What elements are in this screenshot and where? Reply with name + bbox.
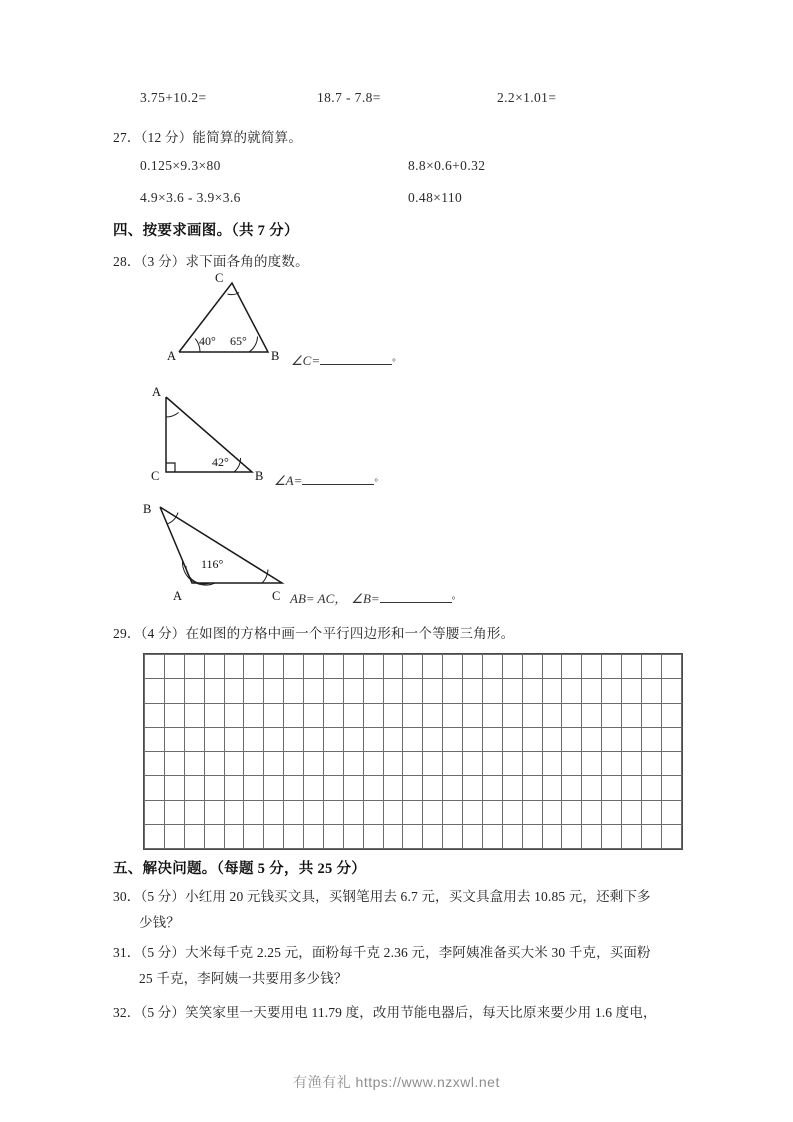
grid-cell[interactable] <box>602 655 622 679</box>
grid-cell[interactable] <box>145 824 165 848</box>
grid-cell[interactable] <box>343 679 363 703</box>
grid-row <box>145 679 682 703</box>
grid-cell[interactable] <box>602 800 622 824</box>
grid-cell[interactable] <box>403 727 423 751</box>
grid-cell[interactable] <box>423 752 443 776</box>
top-exercise-1: 3.75+10.2= <box>140 90 207 105</box>
grid-cell[interactable] <box>562 824 582 848</box>
grid-cell[interactable] <box>582 679 602 703</box>
grid-cell[interactable] <box>204 679 224 703</box>
grid-cell[interactable] <box>602 752 622 776</box>
grid-cell[interactable] <box>244 776 264 800</box>
grid-cell[interactable] <box>363 679 383 703</box>
grid-cell[interactable] <box>244 703 264 727</box>
grid-cell[interactable] <box>284 776 304 800</box>
grid-cell[interactable] <box>443 679 463 703</box>
grid-cell[interactable] <box>522 776 542 800</box>
grid-cell[interactable] <box>622 655 642 679</box>
grid-cell[interactable] <box>184 655 204 679</box>
grid-cell[interactable] <box>264 776 284 800</box>
grid-cell[interactable] <box>224 727 244 751</box>
grid-cell[interactable] <box>463 824 483 848</box>
grid-cell[interactable] <box>423 679 443 703</box>
grid-cell[interactable] <box>502 703 522 727</box>
grid-cell[interactable] <box>562 727 582 751</box>
grid-cell[interactable] <box>582 703 602 727</box>
grid-cell[interactable] <box>502 824 522 848</box>
grid-cell[interactable] <box>363 800 383 824</box>
question-31-line-1: 31．（5 分）大米每千克 2.25 元，面粉每千克 2.36 元，李阿姨准备买大米 30 千克，买面粉 <box>113 945 651 960</box>
grid-cell[interactable] <box>661 655 681 679</box>
grid-cell[interactable] <box>443 824 463 848</box>
footer-watermark: 有渔有礼 https://www.nzxwl.net <box>293 1074 500 1090</box>
grid-cell[interactable] <box>164 824 184 848</box>
top-exercise-3: 2.2×1.01= <box>497 90 557 105</box>
grid-cell[interactable] <box>244 800 264 824</box>
grid-cell[interactable] <box>363 727 383 751</box>
grid-cell[interactable] <box>304 752 324 776</box>
grid-cell[interactable] <box>622 752 642 776</box>
grid-cell[interactable] <box>145 679 165 703</box>
triangle3-label-A: A <box>173 589 183 603</box>
question-32-line-1: 32．（5 分）笑笑家里一天要用电 11.79 度，改用节能电器后，每天比原来要少用 1.6 度电， <box>113 1005 657 1020</box>
grid-table[interactable] <box>144 654 682 849</box>
grid-cell[interactable] <box>204 752 224 776</box>
grid-cell[interactable] <box>244 655 264 679</box>
question-30-line-2: 少钱？ <box>139 915 180 930</box>
q27-item-1: 0.125×9.3×80 <box>140 158 221 173</box>
grid-cell[interactable] <box>323 776 343 800</box>
question-28-heading: 28．（3 分）求下面各角的度数。 <box>113 254 309 269</box>
triangle3-answer-unit: ° <box>451 595 456 605</box>
grid-cell[interactable] <box>323 800 343 824</box>
grid-cell[interactable] <box>661 752 681 776</box>
grid-cell[interactable] <box>264 679 284 703</box>
triangle2-answer-prompt: ∠A= <box>274 473 303 488</box>
grid-cell[interactable] <box>542 703 562 727</box>
grid-cell[interactable] <box>184 776 204 800</box>
section-five-heading: 五、解决问题。（每题 5 分，共 25 分） <box>113 861 367 877</box>
question-31 <box>113 940 713 992</box>
grid-cell[interactable] <box>542 752 562 776</box>
grid-cell[interactable] <box>443 800 463 824</box>
grid-cell[interactable] <box>522 703 542 727</box>
grid-cell[interactable] <box>622 824 642 848</box>
grid-cell[interactable] <box>184 752 204 776</box>
grid-cell[interactable] <box>641 800 661 824</box>
grid-cell[interactable] <box>522 655 542 679</box>
grid-cell[interactable] <box>264 703 284 727</box>
grid-cell[interactable] <box>582 655 602 679</box>
grid-cell[interactable] <box>145 727 165 751</box>
grid-cell[interactable] <box>204 655 224 679</box>
grid-cell[interactable] <box>403 776 423 800</box>
grid-cell[interactable] <box>145 800 165 824</box>
grid-cell[interactable] <box>304 800 324 824</box>
grid-cell[interactable] <box>403 679 423 703</box>
grid-cell[interactable] <box>582 776 602 800</box>
grid-cell[interactable] <box>602 776 622 800</box>
question-32 <box>113 1000 733 1026</box>
triangle1-label-B: B <box>271 349 280 363</box>
grid-cell[interactable] <box>403 824 423 848</box>
grid-cell[interactable] <box>363 703 383 727</box>
triangle3-answer-row <box>290 588 455 608</box>
triangle2-label-B: B <box>255 469 264 483</box>
grid-cell[interactable] <box>224 703 244 727</box>
grid-cell[interactable] <box>383 703 403 727</box>
grid-cell[interactable] <box>641 727 661 751</box>
grid-cell[interactable] <box>522 800 542 824</box>
grid-cell[interactable] <box>403 752 423 776</box>
grid-cell[interactable] <box>403 703 423 727</box>
q27-item-3: 4.9×3.6 - 3.9×3.6 <box>140 190 241 205</box>
grid-row <box>145 776 682 800</box>
question-27-heading: 27．（12 分）能简算的就简算。 <box>113 130 303 145</box>
grid-cell[interactable] <box>562 655 582 679</box>
grid-cell[interactable] <box>164 655 184 679</box>
grid-cell[interactable] <box>443 727 463 751</box>
question-30-line-1: 30．（5 分）小红用 20 元钱买文具，买钢笔用去 6.7 元，买文具盒用去 10.85 元，还剩下多 <box>113 889 651 904</box>
grid-cell[interactable] <box>164 752 184 776</box>
grid-cell[interactable] <box>403 800 423 824</box>
grid-cell[interactable] <box>383 727 403 751</box>
triangle3-answer-prompt: ∠B= <box>351 591 380 606</box>
grid-cell[interactable] <box>542 800 562 824</box>
grid-cell[interactable] <box>323 752 343 776</box>
grid-cell[interactable] <box>323 679 343 703</box>
grid-cell[interactable] <box>641 679 661 703</box>
triangle2-label-A: A <box>152 385 162 399</box>
grid-cell[interactable] <box>522 679 542 703</box>
grid-cell[interactable] <box>423 727 443 751</box>
grid-cell[interactable] <box>343 824 363 848</box>
grid-cell[interactable] <box>463 752 483 776</box>
grid-cell[interactable] <box>304 776 324 800</box>
grid-cell[interactable] <box>343 727 363 751</box>
section-four-heading: 四、按要求画图。（共 7 分） <box>113 223 299 239</box>
grid-cell[interactable] <box>502 800 522 824</box>
grid-cell[interactable] <box>661 703 681 727</box>
grid-cell[interactable] <box>204 824 224 848</box>
grid-cell[interactable] <box>423 776 443 800</box>
grid-cell[interactable] <box>264 824 284 848</box>
grid-cell[interactable] <box>145 703 165 727</box>
grid-cell[interactable] <box>542 679 562 703</box>
grid-cell[interactable] <box>502 727 522 751</box>
grid-cell[interactable] <box>423 655 443 679</box>
triangle1-answer-prompt: ∠C= <box>291 353 321 368</box>
grid-cell[interactable] <box>284 679 304 703</box>
grid-row <box>145 752 682 776</box>
grid-cell[interactable] <box>622 703 642 727</box>
grid-cell[interactable] <box>343 752 363 776</box>
grid-cell[interactable] <box>343 800 363 824</box>
grid-cell[interactable] <box>443 703 463 727</box>
grid-cell[interactable] <box>343 655 363 679</box>
triangle1-angle-B-value: 65° <box>230 334 247 348</box>
grid-cell[interactable] <box>204 776 224 800</box>
grid-cell[interactable] <box>145 776 165 800</box>
grid-cell[interactable] <box>224 800 244 824</box>
grid-cell[interactable] <box>641 655 661 679</box>
grid-cell[interactable] <box>383 752 403 776</box>
q27-item-4: 0.48×110 <box>408 190 463 205</box>
grid-cell[interactable] <box>482 679 502 703</box>
triangle3-label-B: B <box>143 502 152 516</box>
grid-cell[interactable] <box>164 703 184 727</box>
grid-cell[interactable] <box>323 655 343 679</box>
grid-cell[interactable] <box>224 679 244 703</box>
grid-cell[interactable] <box>661 679 681 703</box>
grid-cell[interactable] <box>145 752 165 776</box>
grid-cell[interactable] <box>602 727 622 751</box>
triangle3-angle-A-value: 116° <box>201 557 224 571</box>
grid-cell[interactable] <box>145 655 165 679</box>
grid-cell[interactable] <box>641 703 661 727</box>
grid-cell[interactable] <box>264 752 284 776</box>
grid-cell[interactable] <box>184 824 204 848</box>
grid-cell[interactable] <box>463 703 483 727</box>
grid-cell[interactable] <box>562 776 582 800</box>
grid-cell[interactable] <box>184 800 204 824</box>
grid-cell[interactable] <box>264 727 284 751</box>
grid-cell[interactable] <box>482 655 502 679</box>
grid-cell[interactable] <box>284 727 304 751</box>
grid-cell[interactable] <box>264 800 284 824</box>
grid-cell[interactable] <box>542 655 562 679</box>
grid-cell[interactable] <box>204 703 224 727</box>
grid-row <box>145 703 682 727</box>
triangle3-given-condition: AB= AC， <box>290 591 348 606</box>
grid-cell[interactable] <box>244 824 264 848</box>
grid-row <box>145 824 682 848</box>
grid-cell[interactable] <box>284 703 304 727</box>
triangle2-angle-B-value: 42° <box>212 455 229 469</box>
triangle1-label-A: A <box>167 349 177 363</box>
grid-cell[interactable] <box>562 679 582 703</box>
grid-cell[interactable] <box>224 776 244 800</box>
grid-cell[interactable] <box>383 679 403 703</box>
grid-cell[interactable] <box>622 727 642 751</box>
grid-cell[interactable] <box>383 800 403 824</box>
grid-cell[interactable] <box>522 752 542 776</box>
grid-cell[interactable] <box>343 776 363 800</box>
grid-cell[interactable] <box>363 655 383 679</box>
grid-cell[interactable] <box>184 727 204 751</box>
grid-cell[interactable] <box>482 703 502 727</box>
grid-cell[interactable] <box>641 824 661 848</box>
grid-cell[interactable] <box>463 727 483 751</box>
grid-cell[interactable] <box>383 824 403 848</box>
grid-cell[interactable] <box>522 727 542 751</box>
grid-cell[interactable] <box>204 727 224 751</box>
grid-cell[interactable] <box>343 703 363 727</box>
grid-row <box>145 800 682 824</box>
grid-cell[interactable] <box>244 752 264 776</box>
grid-cell[interactable] <box>582 752 602 776</box>
triangle3-answer-blank[interactable] <box>380 590 452 603</box>
grid-cell[interactable] <box>661 800 681 824</box>
grid-cell[interactable] <box>403 655 423 679</box>
grid-cell[interactable] <box>661 824 681 848</box>
grid-cell[interactable] <box>482 824 502 848</box>
grid-cell[interactable] <box>304 655 324 679</box>
grid-cell[interactable] <box>661 727 681 751</box>
grid-cell[interactable] <box>463 655 483 679</box>
grid-cell[interactable] <box>502 679 522 703</box>
grid-cell[interactable] <box>443 655 463 679</box>
grid-cell[interactable] <box>244 679 264 703</box>
grid-cell[interactable] <box>582 824 602 848</box>
grid-cell[interactable] <box>363 776 383 800</box>
grid-cell[interactable] <box>562 752 582 776</box>
grid-cell[interactable] <box>602 824 622 848</box>
grid-cell[interactable] <box>482 776 502 800</box>
grid-cell[interactable] <box>622 679 642 703</box>
grid-row <box>145 655 682 679</box>
question-31-line-2: 25 千克，李阿姨一共要用多少钱？ <box>139 971 348 986</box>
grid-cell[interactable] <box>562 800 582 824</box>
grid-cell[interactable] <box>184 679 204 703</box>
grid-cell[interactable] <box>542 776 562 800</box>
grid-cell[interactable] <box>423 824 443 848</box>
grid-cell[interactable] <box>323 824 343 848</box>
grid-cell[interactable] <box>463 800 483 824</box>
triangle1-answer-unit: ° <box>392 357 396 367</box>
grid-cell[interactable] <box>562 703 582 727</box>
grid-cell[interactable] <box>383 776 403 800</box>
grid-cell[interactable] <box>363 824 383 848</box>
grid-cell[interactable] <box>224 752 244 776</box>
grid-cell[interactable] <box>304 703 324 727</box>
grid-cell[interactable] <box>641 752 661 776</box>
grid-cell[interactable] <box>482 752 502 776</box>
grid-cell[interactable] <box>244 727 264 751</box>
grid-cell[interactable] <box>502 776 522 800</box>
grid-cell[interactable] <box>304 679 324 703</box>
grid-cell[interactable] <box>522 824 542 848</box>
grid-cell[interactable] <box>164 679 184 703</box>
triangle3-label-C: C <box>272 589 281 603</box>
grid-cell[interactable] <box>463 776 483 800</box>
triangle2-answer-unit: ° <box>374 477 378 487</box>
grid-cell[interactable] <box>463 679 483 703</box>
grid-cell[interactable] <box>323 727 343 751</box>
grid-cell[interactable] <box>184 703 204 727</box>
grid-cell[interactable] <box>423 703 443 727</box>
top-exercise-2: 18.7 - 7.8= <box>317 90 381 105</box>
triangle2-label-C: C <box>151 469 160 483</box>
grid-cell[interactable] <box>164 800 184 824</box>
q27-item-2: 8.8×0.6+0.32 <box>408 158 486 173</box>
grid-cell[interactable] <box>443 776 463 800</box>
grid-cell[interactable] <box>264 655 284 679</box>
grid-cell[interactable] <box>224 824 244 848</box>
grid-cell[interactable] <box>542 727 562 751</box>
grid-cell[interactable] <box>641 776 661 800</box>
grid-cell[interactable] <box>482 727 502 751</box>
grid-cell[interactable] <box>284 752 304 776</box>
grid-cell[interactable] <box>602 703 622 727</box>
grid-cell[interactable] <box>482 800 502 824</box>
grid-cell[interactable] <box>661 776 681 800</box>
grid-cell[interactable] <box>363 752 383 776</box>
grid-cell[interactable] <box>224 655 244 679</box>
grid-cell[interactable] <box>304 727 324 751</box>
grid-cell[interactable] <box>602 679 622 703</box>
triangle1-label-C: C <box>215 271 224 285</box>
triangle1-angle-A-value: 40° <box>199 334 216 348</box>
grid-cell[interactable] <box>502 655 522 679</box>
grid-cell[interactable] <box>284 824 304 848</box>
grid-cell[interactable] <box>164 727 184 751</box>
grid-cell[interactable] <box>204 800 224 824</box>
grid-cell[interactable] <box>383 655 403 679</box>
grid-cell[interactable] <box>443 752 463 776</box>
grid-cell[interactable] <box>284 655 304 679</box>
question-30 <box>113 884 713 936</box>
grid-cell[interactable] <box>582 800 602 824</box>
grid-cell[interactable] <box>622 800 642 824</box>
drawing-grid[interactable] <box>143 653 683 850</box>
grid-cell[interactable] <box>622 776 642 800</box>
grid-cell[interactable] <box>323 703 343 727</box>
grid-cell[interactable] <box>542 824 562 848</box>
grid-cell[interactable] <box>582 727 602 751</box>
question-29-heading: 29．（4 分）在如图的方格中画一个平行四边形和一个等腰三角形。 <box>113 626 515 641</box>
grid-row <box>145 727 682 751</box>
grid-cell[interactable] <box>423 800 443 824</box>
grid-cell[interactable] <box>304 824 324 848</box>
grid-cell[interactable] <box>164 776 184 800</box>
grid-cell[interactable] <box>502 752 522 776</box>
grid-cell[interactable] <box>284 800 304 824</box>
